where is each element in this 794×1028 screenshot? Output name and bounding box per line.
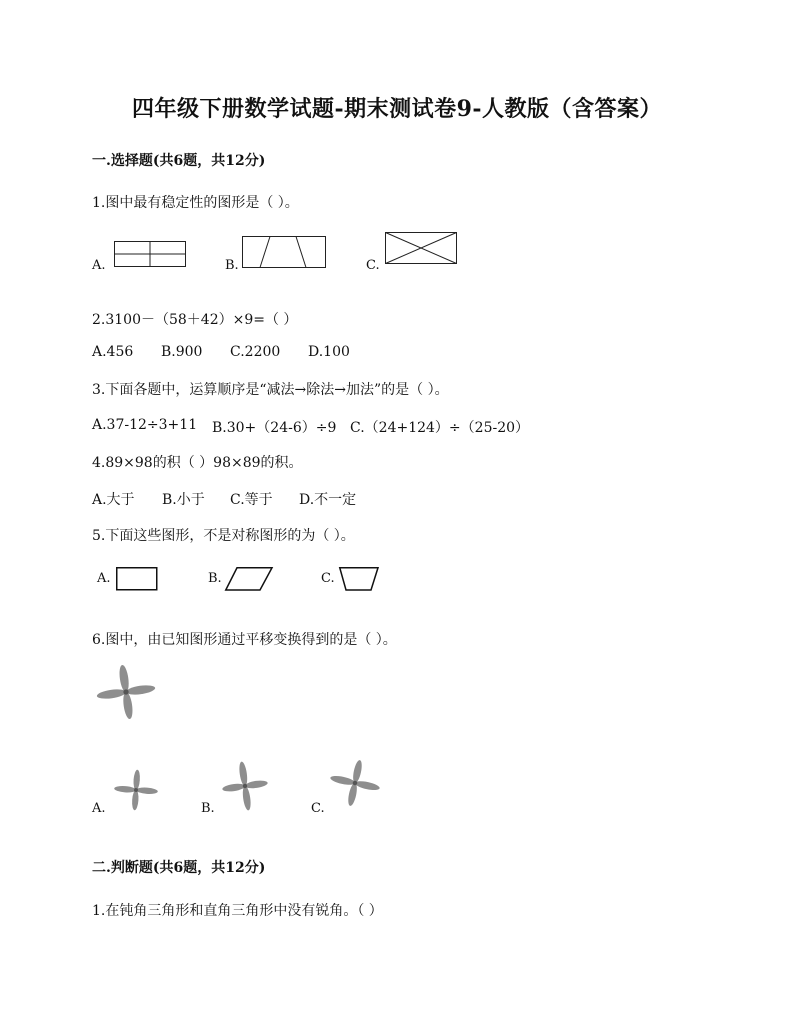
question-1-text: 1.图中最有稳定性的图形是（ ）。: [92, 195, 299, 211]
q2-option-b: B.900: [161, 344, 203, 360]
q4-option-c: C.等于: [230, 492, 273, 508]
section-header-judge: 二.判断题(共6题，共12分): [92, 860, 266, 876]
q6-option-c-label: C.: [311, 801, 325, 816]
q1-figure-b-rectangle-trapezoid: [242, 236, 326, 268]
q3-option-b: B.30+（24-6）÷9: [212, 420, 337, 436]
q6-option-b-label: B.: [201, 801, 215, 816]
q6-option-a-label: A.: [92, 801, 106, 816]
q2-option-d: D.100: [308, 344, 350, 360]
question-5-text: 5.下面这些图形，不是对称图形的为（ ）。: [92, 528, 355, 544]
q5-figure-c-trapezoid: [339, 567, 379, 591]
q6-option-c-pinwheel-figure: [330, 760, 380, 806]
q4-option-b: B.小于: [162, 492, 205, 508]
judge-question-1-text: 1.在钝角三角形和直角三角形中没有锐角。（ ）: [92, 903, 383, 919]
q5-option-a-label: A.: [97, 571, 111, 586]
q5-option-b-label: B.: [208, 571, 222, 586]
q2-option-c: C.2200: [230, 344, 281, 360]
q6-option-a-pinwheel-figure: [114, 770, 158, 810]
q1-option-b-label: B.: [225, 258, 239, 273]
q4-option-d: D.不一定: [299, 492, 357, 508]
q6-option-b-pinwheel-figure: [221, 763, 269, 809]
q2-option-a: A.456: [92, 344, 134, 360]
q1-figure-a-divided-rectangle: [114, 241, 186, 267]
q1-option-a-label: A.: [92, 258, 106, 273]
q5-figure-b-parallelogram: [225, 567, 273, 591]
q1-option-c-label: C.: [366, 258, 380, 273]
question-2-text: 2.3100－（58＋42）×9=（ ）: [92, 312, 298, 328]
q1-figure-c-rectangle-diagonals: [385, 232, 457, 264]
question-3-text: 3.下面各题中，运算顺序是“减法→除法→加法”的是（ ）。: [92, 382, 449, 398]
q4-option-a: A.大于: [92, 492, 135, 508]
q5-option-c-label: C.: [321, 571, 335, 586]
question-6-text: 6.图中，由已知图形通过平移变换得到的是（ ）。: [92, 632, 397, 648]
question-4-text: 4.89×98的积（ ）98×89的积。: [92, 455, 303, 471]
page-title: 四年级下册数学试题-期末测试卷9-人教版（含答案）: [131, 96, 663, 122]
q3-option-c: C.（24+124）÷（25-20）: [350, 420, 530, 436]
q3-option-a: A.37-12÷3+11: [92, 417, 198, 433]
q6-given-pinwheel-figure: [97, 666, 155, 718]
q5-figure-a-rectangle: [116, 567, 158, 591]
section-header-choice: 一.选择题(共6题，共12分): [92, 153, 266, 169]
